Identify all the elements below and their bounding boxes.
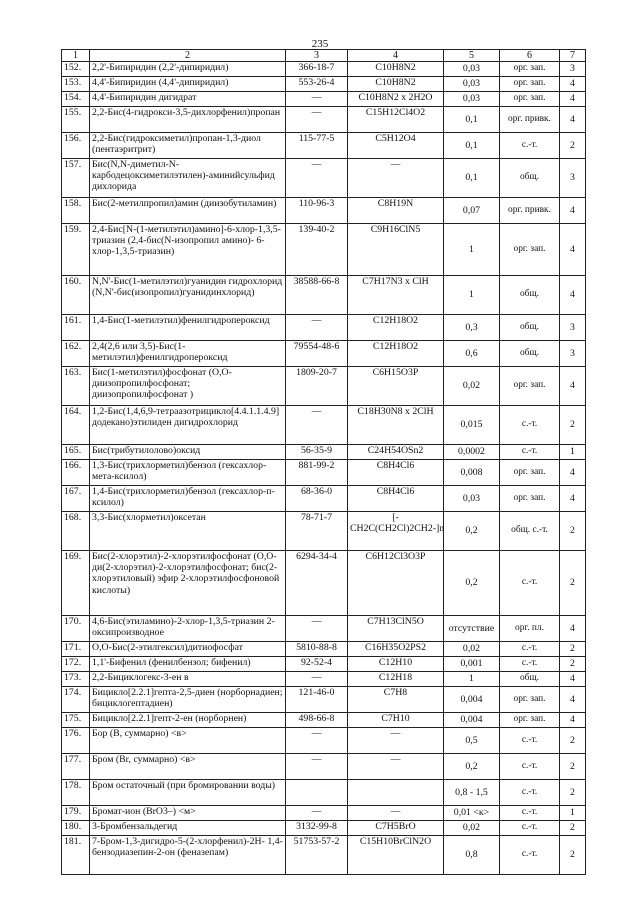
row-number: 172.: [62, 657, 90, 672]
cas-number: —: [286, 616, 348, 642]
column-header: 2: [90, 50, 286, 62]
concentration-value: 0,03: [444, 77, 500, 92]
table-row: [62, 642, 586, 657]
chemical-formula: C16H35O2PS2: [348, 642, 444, 657]
substance-name: 2,4(2,6 или 3,5)-Бис(1-метилэтил)фенилгидропероксид: [90, 341, 286, 367]
hazard-class: 3: [560, 159, 586, 198]
cas-number: —: [286, 728, 348, 754]
substance-name: Бром (Br, суммарно) <в>: [90, 754, 286, 780]
cas-number: 139-40-2: [286, 224, 348, 276]
concentration-value: 0,03: [444, 92, 500, 107]
hazard-class: 4: [560, 460, 586, 486]
hazard-class: 4: [560, 224, 586, 276]
table-row: [62, 512, 586, 551]
substance-name: Бицикло[2.2.1]гепта-2,5-диен (норборнадиен; бициклогептадиен): [90, 687, 286, 713]
concentration-value: 0,02: [444, 367, 500, 406]
hazard-indicator: общ. с.-т.: [500, 512, 560, 551]
cas-number: —: [286, 92, 348, 107]
table-row: [62, 406, 586, 445]
row-number: 157.: [62, 159, 90, 198]
cas-number: 92-52-4: [286, 657, 348, 672]
hazard-class: 2: [560, 512, 586, 551]
chemical-formula: C6H12Cl3O3P: [348, 551, 444, 616]
concentration-value: 0,1: [444, 133, 500, 159]
cas-number: 56-35-9: [286, 445, 348, 460]
table-row: [62, 92, 586, 107]
hazard-indicator: с.-т.: [500, 728, 560, 754]
hazard-indicator: с.-т.: [500, 836, 560, 875]
substance-name: 1,4-Бис(1-метилэтил)фенилгидропероксид: [90, 315, 286, 341]
table-row: [62, 276, 586, 315]
table-row: [62, 198, 586, 224]
hazard-class: 2: [560, 780, 586, 806]
hazard-indicator: общ.: [500, 341, 560, 367]
hazard-class: 3: [560, 62, 586, 77]
table-row: [62, 713, 586, 728]
table-row: [62, 133, 586, 159]
hazard-indicator: орг. зап.: [500, 687, 560, 713]
table-row: [62, 445, 586, 460]
chemical-formula: C7H8: [348, 687, 444, 713]
hazard-class: 4: [560, 92, 586, 107]
hazard-class: 2: [560, 728, 586, 754]
row-number: 179.: [62, 806, 90, 821]
hazard-class: 2: [560, 657, 586, 672]
table-row: [62, 62, 586, 77]
substance-name: 4,4'-Бипиридин (4,4'-дипиридил): [90, 77, 286, 92]
concentration-value: 0,03: [444, 62, 500, 77]
table-row: [62, 460, 586, 486]
cas-number: 1809-20-7: [286, 367, 348, 406]
row-number: 163.: [62, 367, 90, 406]
hazard-indicator: орг. пл.: [500, 616, 560, 642]
substance-name: 2,2-Бис(4-гидрокси-3,5-дихлорфенил)пропан: [90, 107, 286, 133]
hazard-class: 4: [560, 672, 586, 687]
row-number: 155.: [62, 107, 90, 133]
row-number: 158.: [62, 198, 90, 224]
chemical-formula: C15H12Cl4O2: [348, 107, 444, 133]
hazard-class: 4: [560, 486, 586, 512]
hazard-class: 4: [560, 616, 586, 642]
cas-number: 79554-48-6: [286, 341, 348, 367]
chemical-formula: C7H5BrO: [348, 821, 444, 836]
hazard-indicator: орг. зап.: [500, 460, 560, 486]
concentration-value: 0,02: [444, 821, 500, 836]
row-number: 171.: [62, 642, 90, 657]
row-number: 177.: [62, 754, 90, 780]
table-row: [62, 159, 586, 198]
row-number: 174.: [62, 687, 90, 713]
cas-number: 6294-34-4: [286, 551, 348, 616]
row-number: 154.: [62, 92, 90, 107]
chemical-formula: [-CH2C(CH2Cl)2CH2-]n: [348, 512, 444, 551]
substance-name: 3-Бромбензальдегид: [90, 821, 286, 836]
hazard-indicator: орг. зап.: [500, 77, 560, 92]
table-row: [62, 687, 586, 713]
table-row: [62, 821, 586, 836]
concentration-value: 0,03: [444, 486, 500, 512]
hazard-indicator: с.-т.: [500, 806, 560, 821]
substance-name: 2,2'-Бипиридин (2,2'-дипиридил): [90, 62, 286, 77]
concentration-value: 1: [444, 672, 500, 687]
hazard-class: 4: [560, 198, 586, 224]
substance-name: О,О-Бис(2-этилгексил)дитиофосфат: [90, 642, 286, 657]
row-number: 156.: [62, 133, 90, 159]
chemical-formula: C5H12O4: [348, 133, 444, 159]
concentration-value: 0,004: [444, 713, 500, 728]
concentration-value: 1: [444, 276, 500, 315]
column-header: 7: [560, 50, 586, 62]
cas-number: —: [286, 806, 348, 821]
hazard-indicator: с.-т.: [500, 754, 560, 780]
chemical-formula: C12H18O2: [348, 315, 444, 341]
substance-name: 3,3-Бис(хлорметил)оксетан: [90, 512, 286, 551]
row-number: 170.: [62, 616, 90, 642]
hazard-class: 4: [560, 77, 586, 92]
cas-number: 366-18-7: [286, 62, 348, 77]
chemical-formula: C18H30N8 x 2ClH: [348, 406, 444, 445]
row-number: 180.: [62, 821, 90, 836]
hazard-indicator: общ.: [500, 159, 560, 198]
cas-number: —: [286, 315, 348, 341]
hazard-indicator: общ.: [500, 315, 560, 341]
hazard-class: 2: [560, 836, 586, 875]
hazard-indicator: орг. зап.: [500, 224, 560, 276]
page-number: 235: [311, 38, 329, 50]
hazard-indicator: орг. зап.: [500, 92, 560, 107]
substance-name: 1,3-Бис(трихлорметил)бензол (гексахлор- мета-ксилол): [90, 460, 286, 486]
substance-name: 1,1'-Бифенил (фенилбензол; бифенил): [90, 657, 286, 672]
concentration-value: 1: [444, 224, 500, 276]
row-number: 153.: [62, 77, 90, 92]
hazard-class: 2: [560, 642, 586, 657]
table-header-row: [62, 50, 586, 62]
chemical-formula: —: [348, 806, 444, 821]
hazard-class: 4: [560, 367, 586, 406]
substance-name: 2,2-Бис(гидроксиметил)пропан-1,3-диол (пентаэритрит): [90, 133, 286, 159]
row-number: 166.: [62, 460, 90, 486]
chemical-formula: C12H18O2: [348, 341, 444, 367]
chemical-formula: C24H54OSn2: [348, 445, 444, 460]
chemical-formula: [348, 780, 444, 806]
cas-number: 78-71-7: [286, 512, 348, 551]
chemical-formula: C7H13ClN5O: [348, 616, 444, 642]
hazard-indicator: с.-т.: [500, 445, 560, 460]
concentration-value: 0,8 - 1,5: [444, 780, 500, 806]
column-header: 6: [500, 50, 560, 62]
concentration-value: 0,008: [444, 460, 500, 486]
row-number: 165.: [62, 445, 90, 460]
chemical-formula: C12H10: [348, 657, 444, 672]
substance-name: Бис(2-метилпропил)амин (диизобутиламин): [90, 198, 286, 224]
cas-number: 553-26-4: [286, 77, 348, 92]
cas-number: 38588-66-8: [286, 276, 348, 315]
hazard-indicator: орг. привк.: [500, 198, 560, 224]
hazard-class: 4: [560, 687, 586, 713]
substance-name: Бром остаточный (при бромировании воды): [90, 780, 286, 806]
cas-number: 110-96-3: [286, 198, 348, 224]
cas-number: 5810-88-8: [286, 642, 348, 657]
hazard-indicator: с.-т.: [500, 133, 560, 159]
concentration-value: 0,004: [444, 687, 500, 713]
hazard-indicator: общ.: [500, 672, 560, 687]
cas-number: —: [286, 672, 348, 687]
hazard-class: 3: [560, 315, 586, 341]
row-number: 167.: [62, 486, 90, 512]
chemical-formula: C7H10: [348, 713, 444, 728]
cas-number: —: [286, 159, 348, 198]
table-row: [62, 315, 586, 341]
concentration-value: 0,1: [444, 107, 500, 133]
cas-number: 881-99-2: [286, 460, 348, 486]
concentration-value: 0,015: [444, 406, 500, 445]
substance-name: 7-Бром-1,3-дигидро-5-(2-хлорфенил)-2Н- 1,4-бензодиазепин-2-он (феназепам): [90, 836, 286, 875]
row-number: 178.: [62, 780, 90, 806]
concentration-value: 0,1: [444, 159, 500, 198]
hazard-class: 2: [560, 406, 586, 445]
concentration-value: 0,6: [444, 341, 500, 367]
concentration-value: 0,2: [444, 551, 500, 616]
substance-name: Бромат-ион (BrO3–) <м>: [90, 806, 286, 821]
hazard-indicator: с.-т.: [500, 657, 560, 672]
table-row: [62, 657, 586, 672]
row-number: 181.: [62, 836, 90, 875]
hazard-class: 4: [560, 276, 586, 315]
chemical-formula: —: [348, 754, 444, 780]
substance-name: 2,4-Бис[N-(1-метилэтил)амино]-6-хлор-1,3,5-триазин (2,4-бис(N-изопропил амино)- 6-хлор-1,3,5-триазин): [90, 224, 286, 276]
substance-name: Бис(1-метилэтил)фосфонат (О,О-диизопропилфосфонат; диизопропилфосфонат ): [90, 367, 286, 406]
table-row: [62, 616, 586, 642]
hazard-indicator: с.-т.: [500, 551, 560, 616]
table-row: [62, 486, 586, 512]
column-header: 3: [286, 50, 348, 62]
hazard-indicator: с.-т.: [500, 406, 560, 445]
table-row: [62, 551, 586, 616]
concentration-value: отсутствие: [444, 616, 500, 642]
chemical-formula: —: [348, 159, 444, 198]
row-number: 160.: [62, 276, 90, 315]
table-row: [62, 780, 586, 806]
cas-number: 498-66-8: [286, 713, 348, 728]
chemical-formula: C8H19N: [348, 198, 444, 224]
row-number: 176.: [62, 728, 90, 754]
row-number: 159.: [62, 224, 90, 276]
table-row: [62, 341, 586, 367]
substance-name: N,N'-Бис(1-метилэтил)гуанидин гидрохлорид (N,N'-бис(изопропил)гуанидинхлорид): [90, 276, 286, 315]
concentration-value: 0,5: [444, 728, 500, 754]
row-number: 164.: [62, 406, 90, 445]
concentration-value: 0,001: [444, 657, 500, 672]
chemical-formula: C10H8N2: [348, 62, 444, 77]
chemical-formula: —: [348, 728, 444, 754]
hazard-indicator: с.-т.: [500, 642, 560, 657]
cas-number: —: [286, 406, 348, 445]
concentration-value: 0,02: [444, 642, 500, 657]
chemical-formula: C7H17N3 x ClH: [348, 276, 444, 315]
chemical-formula: C9H16ClN5: [348, 224, 444, 276]
table-row: [62, 754, 586, 780]
concentration-value: 0,2: [444, 754, 500, 780]
hazard-class: 2: [560, 133, 586, 159]
cas-number: 3132-99-8: [286, 821, 348, 836]
hazard-class: 1: [560, 445, 586, 460]
row-number: 173.: [62, 672, 90, 687]
substance-name: 2,2-Бициклогекс-3-ен в: [90, 672, 286, 687]
table-row: [62, 728, 586, 754]
substance-name: Бис(трибутилолово)оксид: [90, 445, 286, 460]
chemical-formula: C6H15O3P: [348, 367, 444, 406]
table-row: [62, 806, 586, 821]
row-number: 168.: [62, 512, 90, 551]
table-row: [62, 107, 586, 133]
hazard-indicator: общ.: [500, 276, 560, 315]
hazard-indicator: орг. зап.: [500, 713, 560, 728]
substance-name: 4,6-Бис(этиламино)-2-хлор-1,3,5-триазин 2- оксипроизводное: [90, 616, 286, 642]
hazard-indicator: с.-т.: [500, 780, 560, 806]
cas-number: 68-36-0: [286, 486, 348, 512]
concentration-value: 0,2: [444, 512, 500, 551]
table-row: [62, 836, 586, 875]
cas-number: —: [286, 107, 348, 133]
column-header: 1: [62, 50, 90, 62]
table-row: [62, 224, 586, 276]
substance-name: Бис(N,N-диметил-N-карбодецоксиметилэтилен)-аминийсульфид дихлорида: [90, 159, 286, 198]
column-header: 5: [444, 50, 500, 62]
row-number: 161.: [62, 315, 90, 341]
concentration-value: 0,8: [444, 836, 500, 875]
hazard-indicator: с.-т.: [500, 821, 560, 836]
cas-number: —: [286, 754, 348, 780]
hazard-class: 2: [560, 551, 586, 616]
substance-name: Бор (B, суммарно) <в>: [90, 728, 286, 754]
hazard-class: 1: [560, 806, 586, 821]
substance-name: 4,4'-Бипиридин дигидрат: [90, 92, 286, 107]
table-row: [62, 672, 586, 687]
chemical-formula: C10H8N2: [348, 77, 444, 92]
cas-number: 51753-57-2: [286, 836, 348, 875]
hazard-class: 2: [560, 821, 586, 836]
concentration-value: 0,01 <к>: [444, 806, 500, 821]
row-number: 162.: [62, 341, 90, 367]
substances-table: [61, 49, 586, 875]
chemical-formula: C10H8N2 x 2H2O: [348, 92, 444, 107]
substance-name: 1,2-Бис(1,4,6,9-тетраазотрицикло[4.4.1.1.4.9] додекано)этилиден дигидрохлорид: [90, 406, 286, 445]
hazard-indicator: орг. зап.: [500, 367, 560, 406]
substance-name: Бицикло[2.2.1]гепт-2-ен (норборнен): [90, 713, 286, 728]
hazard-class: 4: [560, 107, 586, 133]
table-row: [62, 367, 586, 406]
chemical-formula: C8H4Cl6: [348, 486, 444, 512]
substance-name: Бис(2-хлорэтил)-2-хлорэтилфосфонат (О,О- ди(2-хлорэтил)-2-хлорэтилфосфонат; бис(2-хлорэтиловый) эфир 2-хлорэтилфосфоновой кислоты): [90, 551, 286, 616]
chemical-formula: C8H4Cl6: [348, 460, 444, 486]
chemical-formula: C12H18: [348, 672, 444, 687]
hazard-class: 3: [560, 341, 586, 367]
cas-number: [286, 780, 348, 806]
hazard-class: 2: [560, 754, 586, 780]
row-number: 175.: [62, 713, 90, 728]
hazard-indicator: орг. зап.: [500, 62, 560, 77]
concentration-value: 0,0002: [444, 445, 500, 460]
table-row: [62, 77, 586, 92]
hazard-class: 4: [560, 713, 586, 728]
substance-name: 1,4-Бис(трихлорметил)бензол (гексахлор-п- ксилол): [90, 486, 286, 512]
row-number: 169.: [62, 551, 90, 616]
concentration-value: 0,3: [444, 315, 500, 341]
concentration-value: 0,07: [444, 198, 500, 224]
cas-number: 115-77-5: [286, 133, 348, 159]
hazard-indicator: орг. привк.: [500, 107, 560, 133]
column-header: 4: [348, 50, 444, 62]
hazard-indicator: орг. зап.: [500, 486, 560, 512]
chemical-formula: C15H10BrClN2O: [348, 836, 444, 875]
row-number: 152.: [62, 62, 90, 77]
cas-number: 121-46-0: [286, 687, 348, 713]
